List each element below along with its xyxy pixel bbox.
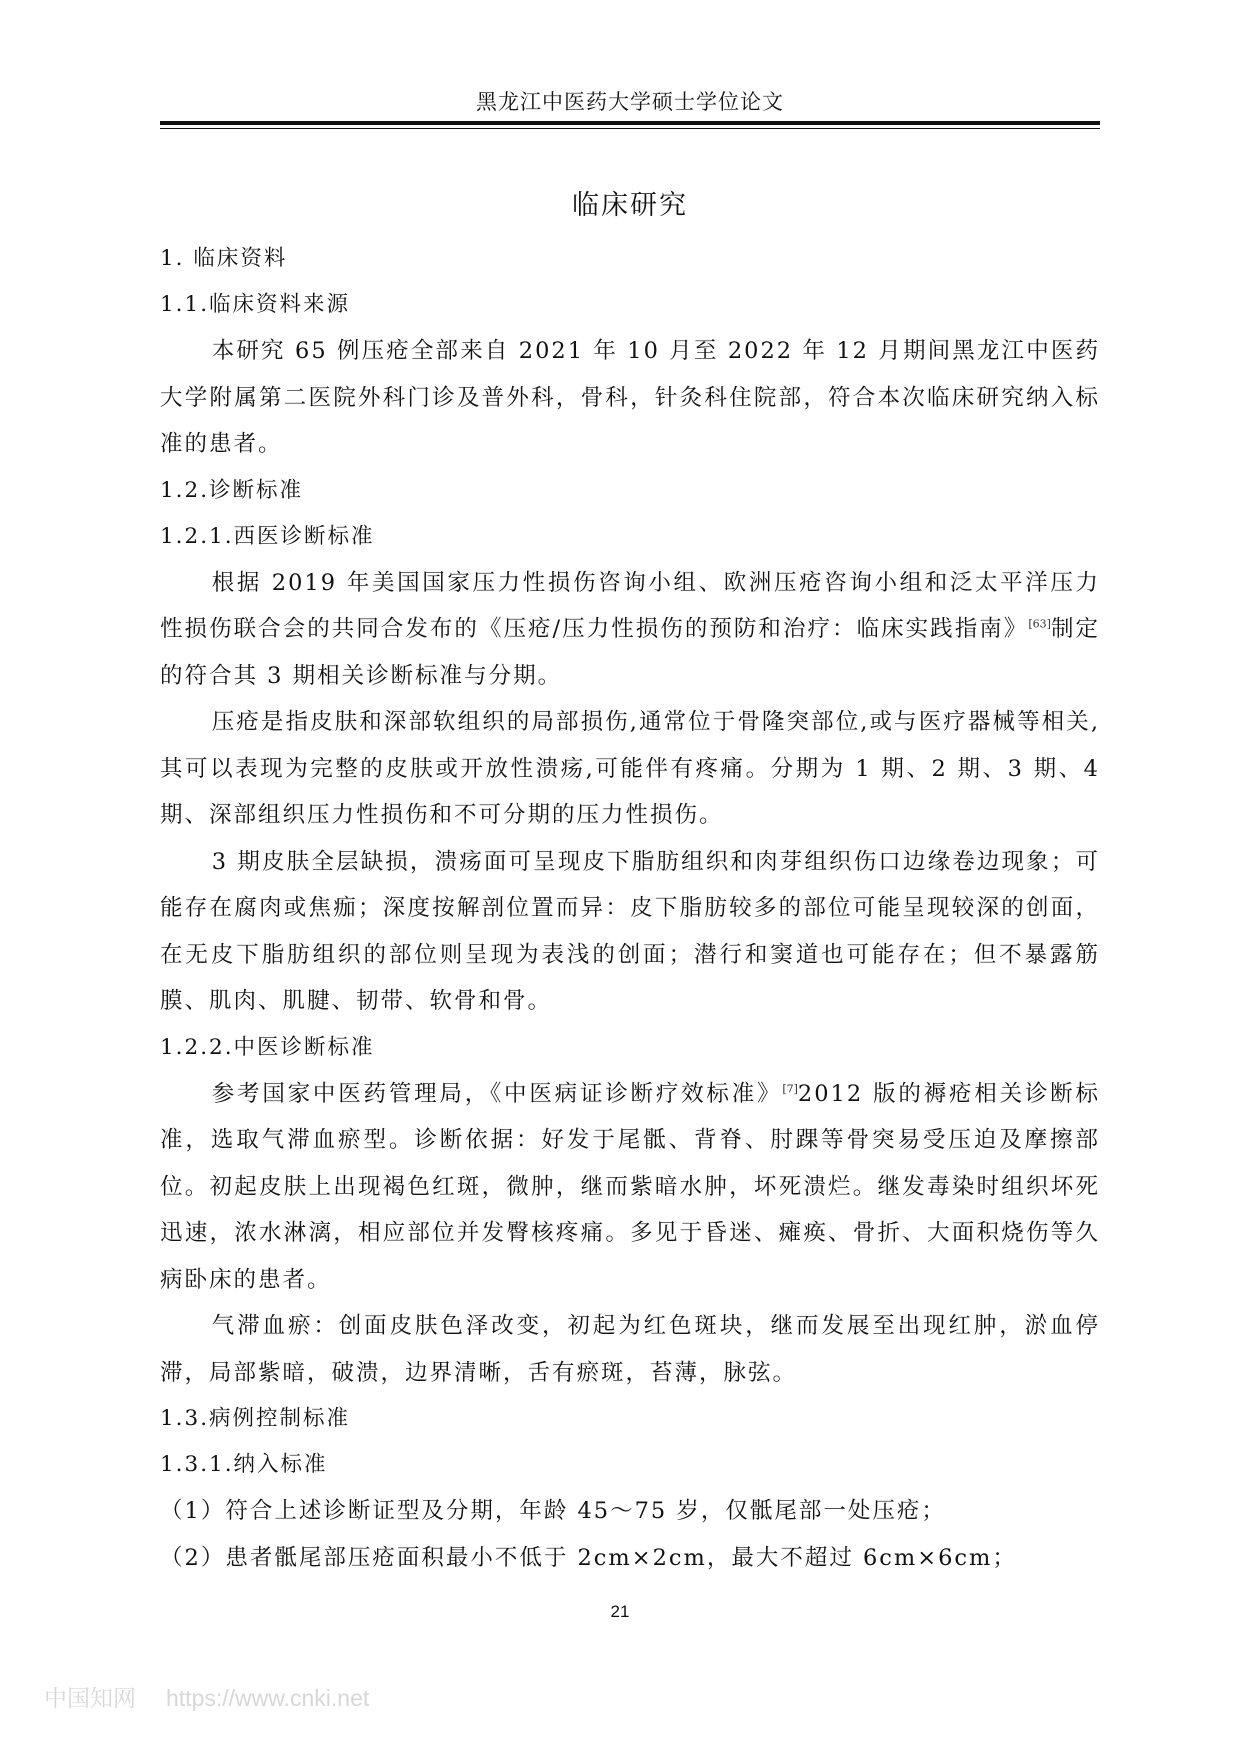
heading-1-3-1: 1.3.1.纳入标准: [160, 1452, 328, 1477]
paragraph-definition: 压疮是指皮肤和深部软组织的局部损伤,通常位于骨隆突部位,或与医疗器械等相关,其可以表现为完整的皮肤或开放性溃疡,可能伴有疼痛。分期为 1 期、2 期、3 期、4 期、深部组织压力性损伤和不可分期的压力性损伤。: [160, 709, 1100, 828]
paragraph-tcm-criteria: [160, 1071, 1100, 1304]
header-rule-thin: [160, 128, 1100, 129]
paragraph-text: 参考国家中医药管理局，《中医病证诊断疗效标准》: [211, 1080, 783, 1107]
list-item: （2）患者骶尾部压疮面积最小不低于 2cm×2cm，最大不超过 6cm×6cm；: [160, 1544, 1017, 1571]
paragraph-text: 根据 2019 年美国国家压力性损伤咨询小组、欧洲压疮咨询小组和泛太平洋压力性损伤联合会的共同合发布的《压疮/压力性损伤的预防和治疗：临床实践指南》: [160, 569, 1100, 642]
heading-1-2-2: 1.2.2.中医诊断标准: [160, 1034, 375, 1060]
heading-1-1: 1.1.临床资料来源: [160, 292, 351, 317]
page-number: 21: [610, 1602, 630, 1621]
watermark: [44, 1680, 369, 1713]
heading-1-3: 1.3.病例控制标准: [160, 1406, 351, 1431]
watermark-brand: 中国知网: [44, 1685, 136, 1711]
citation-marker: [63]: [1028, 617, 1051, 631]
watermark-url: https://www.cnki.net: [166, 1685, 370, 1711]
paragraph-text: 制定的符合其 3 期相关诊断标准与分期。: [160, 616, 1100, 689]
page-content: [160, 182, 1100, 1581]
header-rule-thick: [160, 121, 1100, 125]
paragraph-stage-3: 3 期皮肤全层缺损，溃疡面可呈现皮下脂肪组织和肉芽组织伤口边缘卷边现象；可能存在腐肉或焦痂；深度按解剖位置而异：皮下脂肪较多的部位可能呈现较深的创面，在无皮下脂肪组织的部位则呈现为表浅的创面；潜行和窦道也可能存在；但不暴露筋膜、肌肉、肌腱、韧带、软骨和骨。: [160, 848, 1100, 1014]
heading-1-2-1: 1.2.1.西医诊断标准: [160, 523, 375, 549]
heading-1: 1. 临床资料: [160, 246, 288, 271]
paragraph-western-criteria: [160, 560, 1100, 700]
paragraph-source: 本研究 65 例压疮全部来自 2021 年 10 月至 2022 年 12 月期间黑龙江中医药大学附属第二医院外科门诊及普外科，骨科，针灸科住院部，符合本次临床研究纳入标准的患者。: [160, 338, 1100, 457]
running-header: 黑龙江中医药大学硕士学位论文: [476, 90, 784, 114]
paragraph-qi-stagnation: 气滞血瘀：创面皮肤色泽改变，初起为红色斑块，继而发展至出现红肿，淤血停滞，局部紫暗，破溃，边界清晰，舌有瘀斑，苔薄，脉弦。: [160, 1313, 1100, 1386]
list-item: （1）符合上述诊断证型及分期，年龄 45～75 岁，仅骶尾部一处压疮；: [160, 1498, 946, 1524]
citation-marker: [7]: [782, 1082, 798, 1095]
section-title: 临床研究: [572, 190, 688, 221]
heading-1-2: 1.2.诊断标准: [160, 477, 304, 503]
paragraph-text: 2012 版的褥疮相关诊断标准，选取气滞血瘀型。诊断依据：好发于尾骶、背脊、肘踝等骨突易受压迫及摩擦部位。初起皮肤上出现褐色红斑，微肿，继而紫暗水肿，坏死溃烂。继发毒染时组织坏死迅速，浓水淋漓，相应部位并发臀核疼痛。多见于昏迷、瘫痪、骨折、大面积烧伤等久病卧床的患者。: [160, 1080, 1100, 1293]
